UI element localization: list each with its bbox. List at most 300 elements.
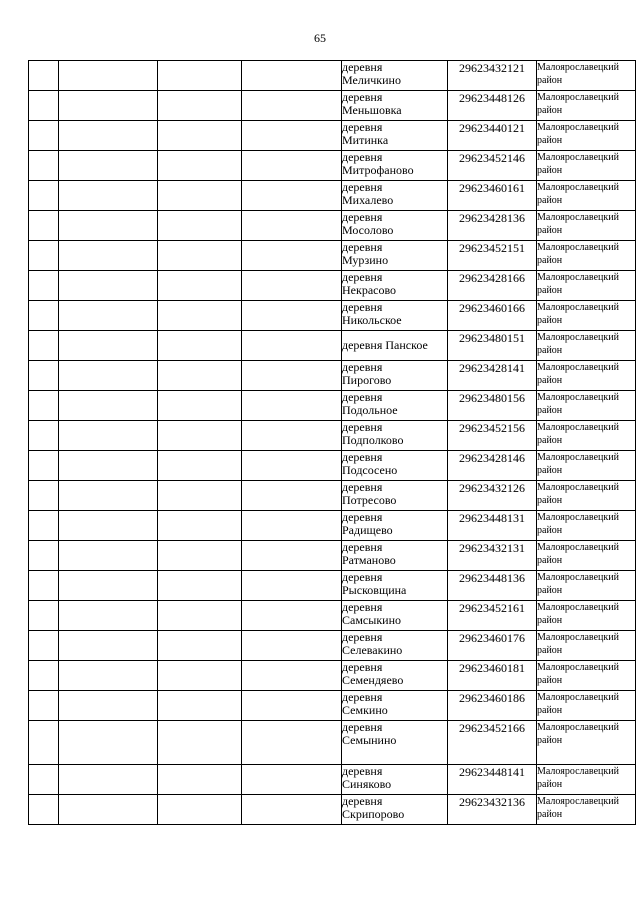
table-row <box>29 631 636 661</box>
district-line: Малоярославецкий <box>537 92 619 103</box>
empty-cell-2 <box>59 301 158 331</box>
settlement-name-cell <box>342 331 448 361</box>
settlement-name-line: Некрасово <box>342 283 397 297</box>
settlement-name-line: деревня <box>342 180 383 194</box>
district-line: район <box>537 555 563 566</box>
empty-cell-1 <box>29 181 59 211</box>
empty-cell-2 <box>59 181 158 211</box>
district-cell <box>537 691 636 721</box>
settlement-name-line: Подольное <box>342 403 398 417</box>
settlement-name-cell <box>342 661 448 691</box>
empty-cell-1 <box>29 511 59 541</box>
settlements-table <box>28 60 636 825</box>
district-line: район <box>537 75 563 86</box>
district-cell <box>537 181 636 211</box>
oktmo-code-cell: 29623452166 <box>448 721 537 765</box>
empty-cell-3 <box>158 721 242 765</box>
settlement-name-cell <box>342 91 448 121</box>
oktmo-code-cell: 29623432131 <box>448 541 537 571</box>
settlement-name-line: деревня <box>342 240 383 254</box>
settlement-name-line: Ратманово <box>342 553 396 567</box>
settlement-name-cell <box>342 211 448 241</box>
oktmo-code-cell: 29623448126 <box>448 91 537 121</box>
settlement-name-line: Радищево <box>342 523 393 537</box>
empty-cell-4 <box>242 601 342 631</box>
empty-cell-2 <box>59 661 158 691</box>
empty-cell-4 <box>242 181 342 211</box>
district-cell <box>537 601 636 631</box>
settlement-name-cell <box>342 421 448 451</box>
oktmo-code-cell: 29623452146 <box>448 151 537 181</box>
empty-cell-4 <box>242 241 342 271</box>
district-line: Малоярославецкий <box>537 692 619 703</box>
empty-cell-4 <box>242 421 342 451</box>
district-line: район <box>537 735 563 746</box>
table-row <box>29 61 636 91</box>
district-line: район <box>537 495 563 506</box>
district-line: район <box>537 285 563 296</box>
district-line: район <box>537 779 563 790</box>
empty-cell-2 <box>59 571 158 601</box>
empty-cell-4 <box>242 721 342 765</box>
settlement-name-line: Семкино <box>342 703 388 717</box>
table-row <box>29 661 636 691</box>
district-line: Малоярославецкий <box>537 512 619 523</box>
page-number: 65 <box>314 31 326 45</box>
district-cell <box>537 511 636 541</box>
settlement-name-cell <box>342 361 448 391</box>
table-body <box>29 61 636 825</box>
empty-cell-2 <box>59 765 158 795</box>
oktmo-code-cell: 29623460186 <box>448 691 537 721</box>
district-cell <box>537 765 636 795</box>
empty-cell-4 <box>242 301 342 331</box>
empty-cell-3 <box>158 301 242 331</box>
oktmo-code-cell: 29623452161 <box>448 601 537 631</box>
table-row <box>29 271 636 301</box>
settlement-name-line: деревня <box>342 540 383 554</box>
table-row <box>29 541 636 571</box>
settlement-name-cell <box>342 541 448 571</box>
empty-cell-3 <box>158 271 242 301</box>
table-row <box>29 301 636 331</box>
empty-cell-4 <box>242 691 342 721</box>
empty-cell-1 <box>29 541 59 571</box>
district-cell <box>537 241 636 271</box>
oktmo-code-cell: 29623448136 <box>448 571 537 601</box>
empty-cell-3 <box>158 511 242 541</box>
settlement-name-line: деревня <box>342 764 383 778</box>
empty-cell-1 <box>29 211 59 241</box>
table-row <box>29 121 636 151</box>
empty-cell-2 <box>59 211 158 241</box>
district-cell <box>537 661 636 691</box>
empty-cell-1 <box>29 451 59 481</box>
settlement-name-cell <box>342 121 448 151</box>
district-line: Малоярославецкий <box>537 766 619 777</box>
settlement-name-cell <box>342 721 448 765</box>
empty-cell-4 <box>242 211 342 241</box>
table-row <box>29 511 636 541</box>
district-line: Малоярославецкий <box>537 662 619 673</box>
empty-cell-1 <box>29 391 59 421</box>
oktmo-code-cell: 29623428146 <box>448 451 537 481</box>
empty-cell-4 <box>242 541 342 571</box>
settlement-name-line: деревня <box>342 570 383 584</box>
oktmo-code-cell: 29623480156 <box>448 391 537 421</box>
settlement-name-line: Селевакино <box>342 643 403 657</box>
settlement-name-line: Самсыкино <box>342 613 401 627</box>
district-line: Малоярославецкий <box>537 302 619 313</box>
settlement-name-line: Митинка <box>342 133 389 147</box>
district-line: Малоярославецкий <box>537 482 619 493</box>
empty-cell-1 <box>29 795 59 825</box>
empty-cell-3 <box>158 631 242 661</box>
settlement-name-line: Подполково <box>342 433 404 447</box>
settlement-name-cell <box>342 301 448 331</box>
empty-cell-2 <box>59 391 158 421</box>
settlement-name-line: деревня <box>342 390 383 404</box>
settlement-name-line: деревня Панское <box>342 338 428 352</box>
district-line: район <box>537 435 563 446</box>
district-line: Малоярославецкий <box>537 542 619 553</box>
table-row <box>29 481 636 511</box>
empty-cell-2 <box>59 721 158 765</box>
settlement-name-cell <box>342 795 448 825</box>
settlement-name-line: Мосолово <box>342 223 394 237</box>
empty-cell-2 <box>59 481 158 511</box>
empty-cell-1 <box>29 661 59 691</box>
district-line: район <box>537 585 563 596</box>
district-line: Малоярославецкий <box>537 572 619 583</box>
district-line: Малоярославецкий <box>537 272 619 283</box>
empty-cell-2 <box>59 541 158 571</box>
empty-cell-2 <box>59 241 158 271</box>
district-line: Малоярославецкий <box>537 392 619 403</box>
settlement-name-cell <box>342 511 448 541</box>
district-line: Малоярославецкий <box>537 722 619 733</box>
empty-cell-1 <box>29 571 59 601</box>
district-cell <box>537 571 636 601</box>
district-cell <box>537 151 636 181</box>
table-row <box>29 361 636 391</box>
empty-cell-1 <box>29 421 59 451</box>
table-row <box>29 181 636 211</box>
settlement-name-line: деревня <box>342 630 383 644</box>
settlement-name-cell <box>342 481 448 511</box>
district-line: район <box>537 615 563 626</box>
settlement-name-line: деревня <box>342 794 383 808</box>
table-row <box>29 241 636 271</box>
empty-cell-2 <box>59 691 158 721</box>
oktmo-code-cell: 29623448131 <box>448 511 537 541</box>
empty-cell-1 <box>29 271 59 301</box>
district-line: Малоярославецкий <box>537 422 619 433</box>
empty-cell-3 <box>158 451 242 481</box>
settlement-name-line: деревня <box>342 210 383 224</box>
settlement-name-line: деревня <box>342 270 383 284</box>
district-line: Малоярославецкий <box>537 182 619 193</box>
oktmo-code-cell: 29623452156 <box>448 421 537 451</box>
empty-cell-1 <box>29 301 59 331</box>
settlement-name-line: Мурзино <box>342 253 389 267</box>
district-cell <box>537 121 636 151</box>
empty-cell-3 <box>158 601 242 631</box>
empty-cell-3 <box>158 61 242 91</box>
empty-cell-2 <box>59 151 158 181</box>
district-line: район <box>537 315 563 326</box>
empty-cell-1 <box>29 361 59 391</box>
district-cell <box>537 391 636 421</box>
table-row <box>29 151 636 181</box>
settlement-name-line: деревня <box>342 480 383 494</box>
district-line: район <box>537 645 563 656</box>
empty-cell-1 <box>29 765 59 795</box>
settlement-name-cell <box>342 61 448 91</box>
oktmo-code-cell: 29623432121 <box>448 61 537 91</box>
empty-cell-3 <box>158 391 242 421</box>
district-cell <box>537 421 636 451</box>
settlement-name-line: деревня <box>342 90 383 104</box>
settlement-name-cell <box>342 391 448 421</box>
district-line: район <box>537 195 563 206</box>
empty-cell-4 <box>242 271 342 301</box>
district-line: Малоярославецкий <box>537 602 619 613</box>
empty-cell-2 <box>59 631 158 661</box>
settlement-name-line: Потресово <box>342 493 397 507</box>
empty-cell-1 <box>29 121 59 151</box>
settlement-name-line: Семынино <box>342 733 397 747</box>
district-cell <box>537 721 636 765</box>
empty-cell-2 <box>59 61 158 91</box>
empty-cell-4 <box>242 121 342 151</box>
settlement-name-line: Скрипорово <box>342 807 405 821</box>
settlement-name-cell <box>342 601 448 631</box>
settlement-name-cell <box>342 151 448 181</box>
empty-cell-3 <box>158 541 242 571</box>
table-row <box>29 91 636 121</box>
empty-cell-2 <box>59 601 158 631</box>
settlement-name-cell <box>342 241 448 271</box>
district-cell <box>537 91 636 121</box>
settlement-name-line: деревня <box>342 660 383 674</box>
district-cell <box>537 211 636 241</box>
empty-cell-1 <box>29 241 59 271</box>
empty-cell-1 <box>29 721 59 765</box>
table-row <box>29 571 636 601</box>
empty-cell-3 <box>158 211 242 241</box>
empty-cell-3 <box>158 121 242 151</box>
oktmo-code-cell: 29623432136 <box>448 795 537 825</box>
district-line: Малоярославецкий <box>537 212 619 223</box>
empty-cell-4 <box>242 511 342 541</box>
district-line: район <box>537 525 563 536</box>
empty-cell-4 <box>242 91 342 121</box>
empty-cell-4 <box>242 391 342 421</box>
empty-cell-3 <box>158 661 242 691</box>
settlement-name-line: деревня <box>342 510 383 524</box>
district-line: район <box>537 255 563 266</box>
empty-cell-2 <box>59 121 158 151</box>
empty-cell-4 <box>242 661 342 691</box>
empty-cell-2 <box>59 795 158 825</box>
empty-cell-2 <box>59 421 158 451</box>
oktmo-code-cell: 29623480151 <box>448 331 537 361</box>
district-line: Малоярославецкий <box>537 62 619 73</box>
settlement-name-line: Меличкино <box>342 73 401 87</box>
empty-cell-4 <box>242 631 342 661</box>
empty-cell-1 <box>29 631 59 661</box>
table-row <box>29 765 636 795</box>
empty-cell-3 <box>158 765 242 795</box>
district-line: Малоярославецкий <box>537 796 619 807</box>
empty-cell-2 <box>59 331 158 361</box>
settlement-name-line: Подсосено <box>342 463 398 477</box>
settlement-name-line: Меньшовка <box>342 103 402 117</box>
settlement-name-line: деревня <box>342 120 383 134</box>
district-cell <box>537 301 636 331</box>
empty-cell-3 <box>158 571 242 601</box>
empty-cell-3 <box>158 421 242 451</box>
empty-cell-3 <box>158 241 242 271</box>
table-row <box>29 451 636 481</box>
empty-cell-2 <box>59 511 158 541</box>
settlement-name-cell <box>342 571 448 601</box>
settlement-name-line: деревня <box>342 420 383 434</box>
settlement-name-line: деревня <box>342 300 383 314</box>
district-line: район <box>537 465 563 476</box>
district-line: Малоярославецкий <box>537 632 619 643</box>
district-cell <box>537 331 636 361</box>
empty-cell-2 <box>59 451 158 481</box>
oktmo-code-cell: 29623460166 <box>448 301 537 331</box>
oktmo-code-cell: 29623460161 <box>448 181 537 211</box>
empty-cell-1 <box>29 601 59 631</box>
empty-cell-1 <box>29 481 59 511</box>
oktmo-code-cell: 29623428136 <box>448 211 537 241</box>
district-cell <box>537 361 636 391</box>
settlement-name-cell <box>342 691 448 721</box>
empty-cell-1 <box>29 331 59 361</box>
district-cell <box>537 795 636 825</box>
empty-cell-4 <box>242 151 342 181</box>
district-line: район <box>537 675 563 686</box>
settlement-name-cell <box>342 765 448 795</box>
district-line: Малоярославецкий <box>537 152 619 163</box>
settlement-name-line: Михалево <box>342 193 394 207</box>
empty-cell-3 <box>158 795 242 825</box>
table-row <box>29 211 636 241</box>
settlement-name-line: Семендяево <box>342 673 404 687</box>
settlement-name-line: деревня <box>342 450 383 464</box>
empty-cell-4 <box>242 481 342 511</box>
table-row <box>29 391 636 421</box>
settlement-name-line: деревня <box>342 690 383 704</box>
empty-cell-3 <box>158 181 242 211</box>
settlement-name-line: Пирогово <box>342 373 392 387</box>
district-cell <box>537 61 636 91</box>
oktmo-code-cell: 29623428141 <box>448 361 537 391</box>
settlement-name-line: деревня <box>342 150 383 164</box>
district-cell <box>537 631 636 661</box>
district-line: район <box>537 225 563 236</box>
settlement-name-line: Синяково <box>342 777 392 791</box>
district-line: Малоярославецкий <box>537 242 619 253</box>
empty-cell-4 <box>242 331 342 361</box>
district-line: Малоярославецкий <box>537 362 619 373</box>
table-row <box>29 691 636 721</box>
settlement-name-line: деревня <box>342 600 383 614</box>
oktmo-code-cell: 29623448141 <box>448 765 537 795</box>
empty-cell-1 <box>29 61 59 91</box>
empty-cell-4 <box>242 61 342 91</box>
oktmo-code-cell: 29623460181 <box>448 661 537 691</box>
empty-cell-3 <box>158 691 242 721</box>
oktmo-code-cell: 29623432126 <box>448 481 537 511</box>
empty-cell-3 <box>158 481 242 511</box>
empty-cell-4 <box>242 451 342 481</box>
empty-cell-1 <box>29 151 59 181</box>
district-cell <box>537 541 636 571</box>
empty-cell-1 <box>29 691 59 721</box>
district-line: район <box>537 345 563 356</box>
district-line: район <box>537 809 563 820</box>
settlement-name-line: Рысковщина <box>342 583 407 597</box>
district-line: Малоярославецкий <box>537 452 619 463</box>
settlement-name-line: деревня <box>342 360 383 374</box>
district-line: район <box>537 375 563 386</box>
settlement-name-cell <box>342 181 448 211</box>
settlement-name-line: Митрофаново <box>342 163 414 177</box>
district-line: район <box>537 705 563 716</box>
table-row <box>29 421 636 451</box>
settlement-name-line: деревня <box>342 60 383 74</box>
district-line: район <box>537 165 563 176</box>
district-line: район <box>537 405 563 416</box>
empty-cell-2 <box>59 91 158 121</box>
district-line: Малоярославецкий <box>537 122 619 133</box>
settlement-name-cell <box>342 631 448 661</box>
empty-cell-3 <box>158 331 242 361</box>
settlement-name-cell <box>342 451 448 481</box>
table-row <box>29 721 636 765</box>
district-line: Малоярославецкий <box>537 332 619 343</box>
empty-cell-1 <box>29 91 59 121</box>
district-cell <box>537 451 636 481</box>
empty-cell-4 <box>242 795 342 825</box>
district-cell <box>537 481 636 511</box>
empty-cell-4 <box>242 571 342 601</box>
table-row <box>29 795 636 825</box>
empty-cell-3 <box>158 91 242 121</box>
empty-cell-2 <box>59 271 158 301</box>
district-line: район <box>537 135 563 146</box>
settlement-name-line: деревня <box>342 720 383 734</box>
settlement-name-cell <box>342 271 448 301</box>
oktmo-code-cell: 29623460176 <box>448 631 537 661</box>
oktmo-code-cell: 29623440121 <box>448 121 537 151</box>
district-line: район <box>537 105 563 116</box>
empty-cell-4 <box>242 765 342 795</box>
empty-cell-3 <box>158 151 242 181</box>
settlement-name-line: Никольское <box>342 313 402 327</box>
district-cell <box>537 271 636 301</box>
table-row <box>29 331 636 361</box>
empty-cell-3 <box>158 361 242 391</box>
empty-cell-2 <box>59 361 158 391</box>
oktmo-code-cell: 29623428166 <box>448 271 537 301</box>
empty-cell-4 <box>242 361 342 391</box>
